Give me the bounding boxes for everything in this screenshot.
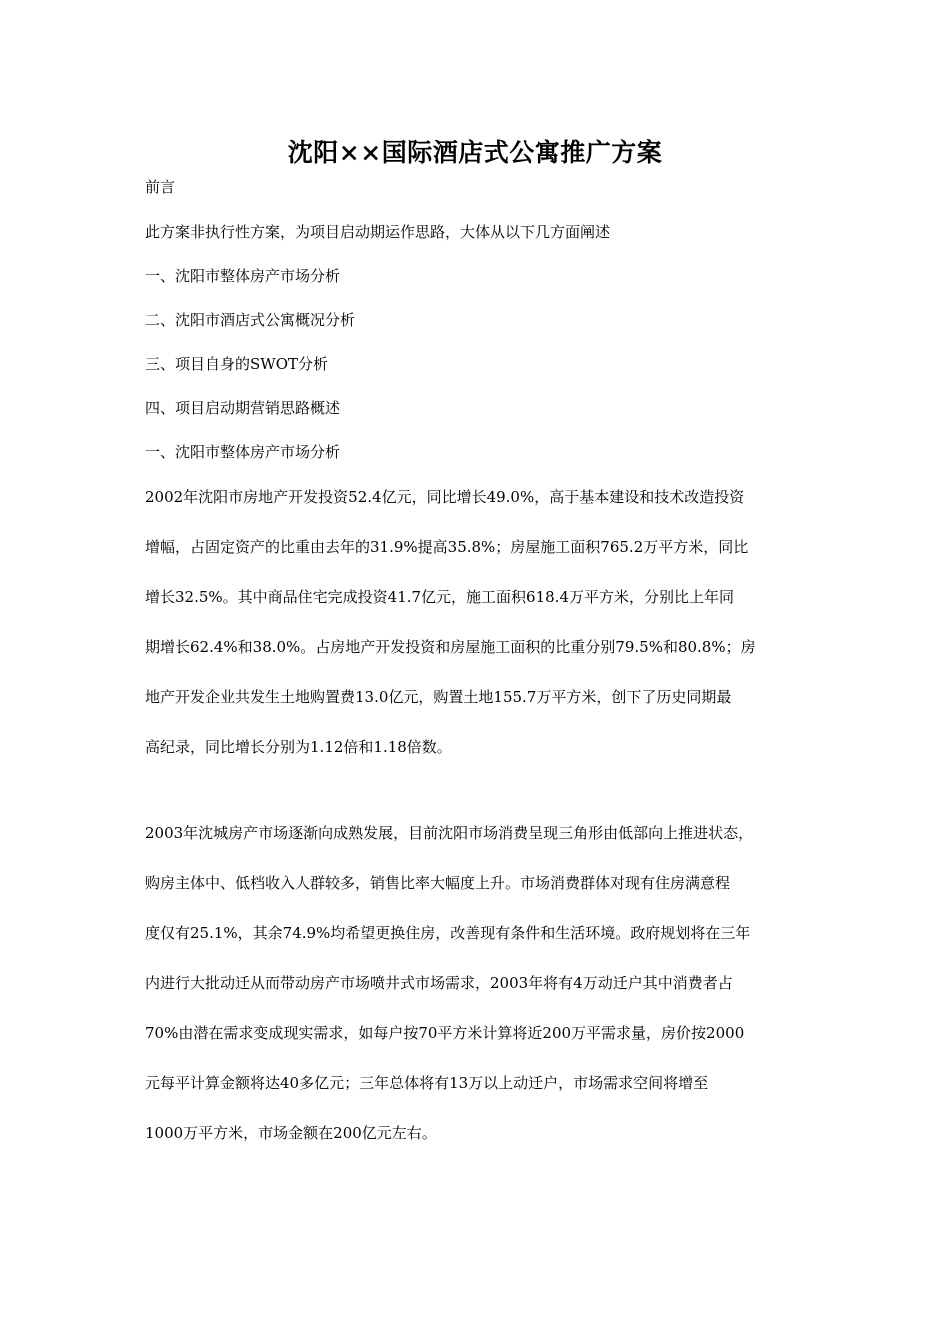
- paragraph-1: [145, 486, 756, 786]
- paragraph-line: 元每平计算金额将达40多亿元；三年总体将有13万以上动迁户，市场需求空间将增至: [145, 1074, 709, 1092]
- paragraph-line: 70%由潜在需求变成现实需求，如每户按70平方米计算将近200万平需求量，房价按2000: [145, 1024, 745, 1042]
- paragraph-line: 高纪录，同比增长分别为1.12倍和1.18倍数。: [145, 738, 452, 756]
- paragraph-line: 内进行大批动迁从而带动房产市场喷井式市场需求，2003年将有4万动迁户其中消费者占: [145, 974, 733, 992]
- paragraph-line: 2002年沈阳市房地产开发投资52.4亿元，同比增长49.0%，高于基本建设和技术改造投资: [145, 488, 745, 506]
- paragraph-line: 地产开发企业共发生土地购置费13.0亿元，购置土地155.7万平方米，创下了历史同期最: [145, 688, 732, 706]
- paragraph-line: 期增长62.4%和38.0%。占房地产开发投资和房屋施工面积的比重分别79.5%和80.8%；房: [145, 638, 756, 656]
- outline-item-4: 四、项目启动期营销思路概述: [145, 399, 341, 417]
- paragraph-line: 1000万平方米，市场金额在200亿元左右。: [145, 1124, 437, 1142]
- preface-heading: 前言: [145, 178, 176, 196]
- outline-item-3: 三、项目自身的SWOT分析: [145, 355, 328, 373]
- paragraph-line: 2003年沈城房产市场逐渐向成熟发展，目前沈阳市场消费呈现三角形由低部向上推进状态，: [145, 824, 754, 842]
- outline-item-1: 一、沈阳市整体房产市场分析: [145, 267, 341, 285]
- paragraph-line: 增长32.5%。其中商品住宅完成投资41.7亿元，施工面积618.4万平方米，分别比上年同: [145, 588, 734, 606]
- intro-text: 此方案非执行性方案，为项目启动期运作思路，大体从以下几方面阐述: [145, 223, 611, 241]
- paragraph-line: 增幅，占固定资产的比重由去年的31.9%提高35.8%；房屋施工面积765.2万平方米，同比: [145, 538, 749, 556]
- outline-item-2: 二、沈阳市酒店式公寓概况分析: [145, 311, 356, 329]
- section1-heading: 一、沈阳市整体房产市场分析: [145, 443, 341, 461]
- paragraph-2: [145, 822, 753, 1172]
- paragraph-line: 购房主体中、低档收入人群较多，销售比率大幅度上升。市场消费群体对现有住房满意程: [145, 874, 731, 892]
- paragraph-line: 度仅有25.1%，其余74.9%均希望更换住房，改善现有条件和生活环境。政府规划将在三年: [145, 924, 751, 942]
- document-title: 沈阳××国际酒店式公寓推广方案: [287, 138, 663, 167]
